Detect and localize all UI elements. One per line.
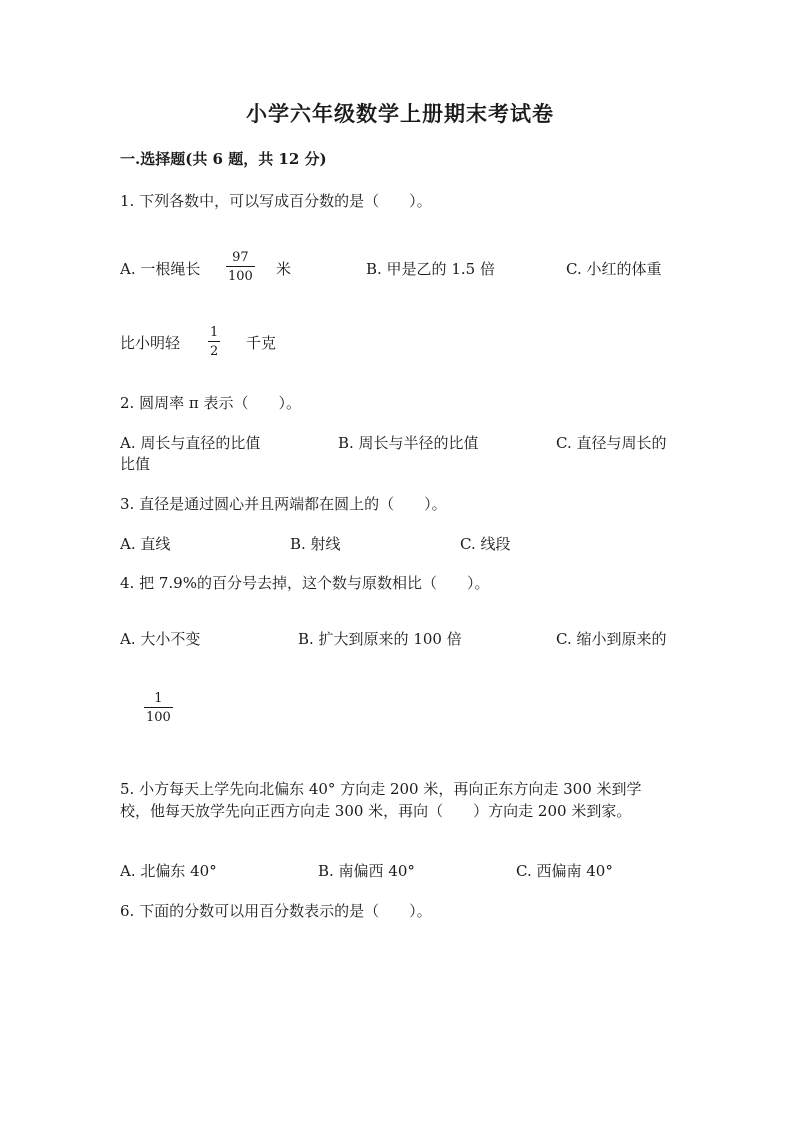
question-5-option-c: C. 西偏南 40°: [516, 862, 613, 880]
fraction-denominator: 2: [210, 344, 219, 359]
question-2-option-c-continued: 比值: [120, 455, 151, 473]
question-3-option-b: B. 射线: [290, 535, 341, 553]
fraction-numerator: 1: [210, 325, 219, 340]
question-5-stem-line-1: 5. 小方每天上学先向北偏东 40° 方向走 200 米，再向正东方向走 300 米到学: [120, 780, 642, 798]
fraction-numerator: 97: [232, 250, 249, 265]
fraction-denominator: 100: [228, 269, 253, 284]
question-3-stem: 3. 直径是通过圆心并且两端都在圆上的（ ）。: [120, 495, 447, 513]
question-5-option-b: B. 南偏西 40°: [318, 862, 415, 880]
question-5-stem-line-2: 校，他每天放学先向正西方向走 300 米，再向（ ）方向走 200 米到家。: [120, 802, 632, 820]
section-heading: 一.选择题(共 6 题，共 12 分): [120, 150, 327, 168]
page-title: 小学六年级数学上册期末考试卷: [246, 101, 554, 126]
question-2-option-a: A. 周长与直径的比值: [120, 434, 261, 452]
question-1-option-b: B. 甲是乙的 1.5 倍: [366, 260, 495, 278]
question-2-option-b: B. 周长与半径的比值: [338, 434, 479, 452]
question-4-option-c-fraction: [144, 692, 173, 724]
question-4-option-c: C. 缩小到原来的: [556, 630, 667, 648]
question-1-option-a-fraction: [226, 251, 255, 283]
question-4-option-b: B. 扩大到原来的 100 倍: [298, 630, 462, 648]
question-3-option-a: A. 直线: [120, 535, 171, 553]
question-2-option-c: C. 直径与周长的: [556, 434, 667, 452]
question-1-option-c-fraction: [208, 326, 220, 358]
question-6-stem: 6. 下面的分数可以用百分数表示的是（ ）。: [120, 902, 432, 920]
question-4-stem: 4. 把 7.9%的百分号去掉，这个数与原数相比（ ）。: [120, 574, 490, 592]
question-1-option-c-continued: 比小明轻: [120, 334, 181, 352]
question-1-option-c-unit: 千克: [246, 334, 277, 352]
fraction-denominator: 100: [146, 710, 171, 725]
question-2-stem: 2. 圆周率 π 表示（ ）。: [120, 394, 301, 412]
question-4-option-a: A. 大小不变: [120, 630, 201, 648]
question-1-option-c: C. 小红的体重: [566, 260, 662, 278]
question-1-stem: 1. 下列各数中，可以写成百分数的是（ ）。: [120, 192, 432, 210]
question-3-option-c: C. 线段: [460, 535, 511, 553]
question-1-option-a-prefix: A. 一根绳长: [120, 260, 201, 278]
question-5-option-a: A. 北偏东 40°: [120, 862, 217, 880]
fraction-numerator: 1: [154, 691, 163, 706]
question-1-option-a-unit: 米: [276, 260, 292, 278]
